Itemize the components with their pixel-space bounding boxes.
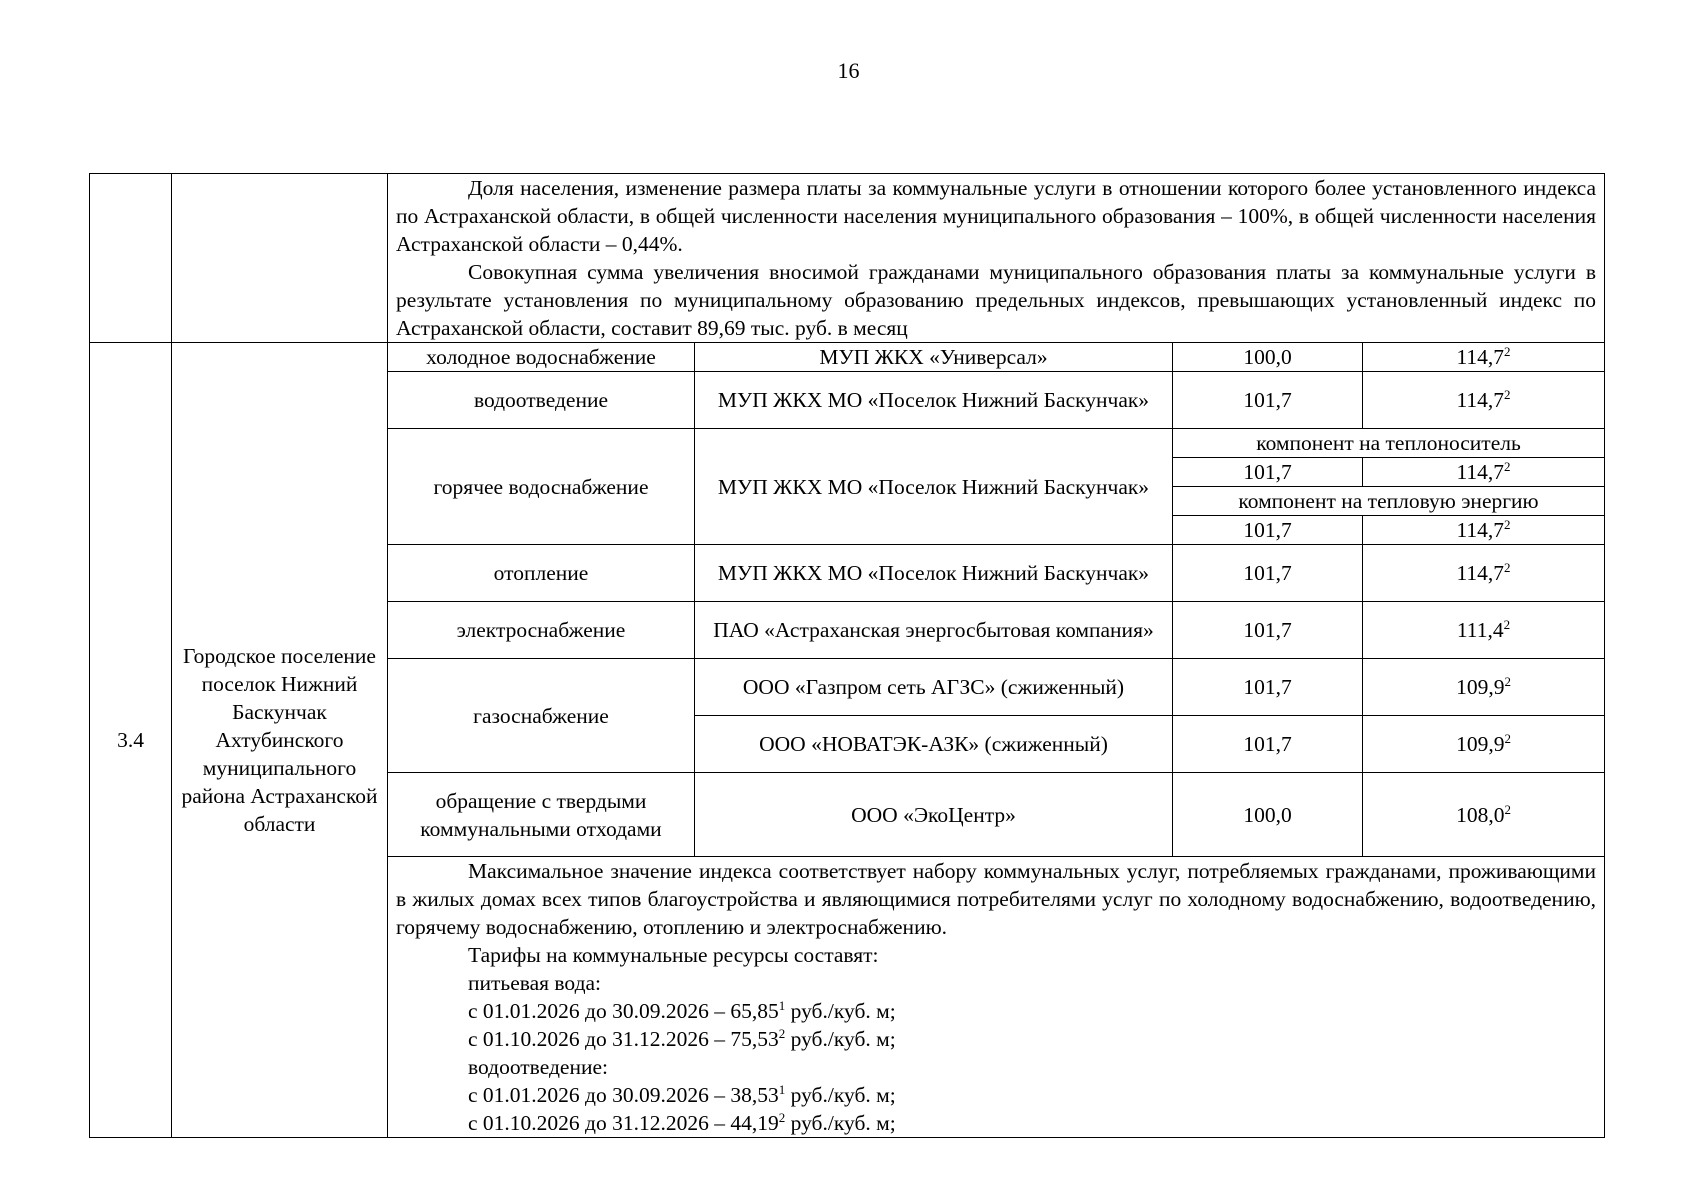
service-electricity: электроснабжение (388, 602, 695, 659)
service-sewerage: водоотведение (388, 372, 695, 429)
footnote-mark: 2 (1504, 731, 1511, 746)
index-hot-water-carrier: 101,7 (1173, 458, 1363, 487)
provider-gas-2: ООО «НОВАТЭК-АЗК» (сжиженный) (695, 716, 1173, 773)
index-cold-water: 100,0 (1173, 343, 1363, 372)
component-energy-label: компонент на тепловую энергию (1173, 487, 1605, 516)
intro-row (90, 174, 1605, 343)
provider-electricity: ПАО «Астраханская энергосбытовая компания» (695, 602, 1173, 659)
service-solid-waste: обращение с твердыми коммунальными отходами (388, 773, 695, 857)
max-value-electricity: 111,4$^2$ (1363, 602, 1605, 659)
sewer-label: водоотведение: (468, 1055, 608, 1079)
provider-solid-waste: ООО «ЭкоЦентр» (695, 773, 1173, 857)
provider-hot-water: МУП ЖКХ МО «Поселок Нижний Баскунчак» (695, 429, 1173, 545)
tariffs-intro: Тарифы на коммунальные ресурсы составят: (468, 943, 879, 967)
footnote-mark: 1 (778, 998, 786, 1013)
provider-cold-water: МУП ЖКХ «Универсал» (695, 343, 1173, 372)
provider-heating: МУП ЖКХ МО «Поселок Нижний Баскунчак» (695, 545, 1173, 602)
footnote-mark: 2 (778, 1110, 786, 1125)
intro-paragraph-1: Доля населения, изменение размера платы за коммунальные услуги в отношении которого более установленного индекса по Астраханской области, в общей численности населения муниципального образования – 100%, в общей численности населения Астраханской области – 0,44%. (396, 176, 1597, 256)
service-hot-water: горячее водоснабжение (388, 429, 695, 545)
footnote-mark: 1 (778, 1082, 786, 1097)
water-tariff-1: с 01.01.2026 до 30.09.2026 – 65,85$^1$ руб./куб. м; (468, 998, 896, 1023)
empty-municipality-cell (172, 174, 388, 343)
index-sewerage: 101,7 (1173, 372, 1363, 429)
section-number: 3.4 (90, 343, 172, 1138)
intro-paragraph-2: Совокупная сумма увеличения вносимой гражданами муниципального образования платы за коммунальные услуги в результате установления по муниципальному образованию предельных индексов, превышающих установленный индекс по Астраханской области, составит 89,69 тыс. руб. в месяц (396, 260, 1597, 340)
footnote-mark: 2 (778, 1026, 786, 1041)
water-tariff-2: с 01.10.2026 до 31.12.2026 – 75,53$^2$ руб./куб. м; (468, 1026, 896, 1051)
provider-gas-1: ООО «Газпром сеть АГЗС» (сжиженный) (695, 659, 1173, 716)
intro-cell (388, 174, 1605, 343)
service-cold-water: холодное водоснабжение (388, 343, 695, 372)
page-number: 16 (837, 58, 860, 83)
max-value-solid-waste: 108,0$^2$ (1363, 773, 1605, 857)
max-value-hot-water-carrier: 114,7$^2$ (1363, 458, 1605, 487)
max-value-heating: 114,7$^2$ (1363, 545, 1605, 602)
tariff-table (89, 173, 1605, 1138)
component-carrier-label: компонент на теплоноситель (1173, 429, 1605, 458)
footnote-mark: 2 (1504, 387, 1511, 402)
water-label: питьевая вода: (468, 971, 602, 995)
index-gas-2: 101,7 (1173, 716, 1363, 773)
max-value-hot-water-energy: 114,7$^2$ (1363, 516, 1605, 545)
footnote-mark: 2 (1504, 344, 1511, 359)
max-value-gas-1: 109,9$^2$ (1363, 659, 1605, 716)
sewer-tariff-2: с 01.10.2026 до 31.12.2026 – 44,19$^2$ руб./куб. м; (468, 1110, 896, 1135)
sewer-tariff-1: с 01.01.2026 до 30.09.2026 – 38,53$^1$ руб./куб. м; (468, 1082, 896, 1107)
notes-cell (388, 857, 1605, 1138)
max-value-gas-2: 109,9$^2$ (1363, 716, 1605, 773)
footnote-mark: 2 (1504, 560, 1511, 575)
table-row (90, 343, 1605, 372)
footnote-mark: 2 (1504, 801, 1511, 817)
index-solid-waste: 100,0 (1173, 773, 1363, 857)
footnote-mark: 2 (1504, 674, 1511, 689)
index-heating: 101,7 (1173, 545, 1363, 602)
max-value-sewerage: 114,7$^2$ (1363, 372, 1605, 429)
max-index-note: Максимальное значение индекса соответствует набору коммунальных услуг, потребляемых гражданами, проживающими в жилых домах всех типов благоустройства и являющимися потребителями услуг по холодному водоснабжению, водоотведению, горячему водоснабжению, отоплению и электроснабжению. (396, 859, 1597, 939)
service-gas: газоснабжение (388, 659, 695, 773)
footnote-mark: 2 (1503, 617, 1511, 632)
max-value-cold-water: 114,7$^2$ (1363, 343, 1605, 372)
index-hot-water-energy: 101,7 (1173, 516, 1363, 545)
footnote-mark: 2 (1504, 459, 1511, 474)
footnote-mark: 2 (1504, 517, 1511, 532)
index-gas-1: 101,7 (1173, 659, 1363, 716)
service-heating: отопление (388, 545, 695, 602)
municipality-name: Городское поселение поселок Нижний Баскунчак Ахтубинского муниципального района Астраханской области (172, 343, 388, 1138)
provider-sewerage: МУП ЖКХ МО «Поселок Нижний Баскунчак» (695, 372, 1173, 429)
empty-number-cell (90, 174, 172, 343)
index-electricity: 101,7 (1173, 602, 1363, 659)
